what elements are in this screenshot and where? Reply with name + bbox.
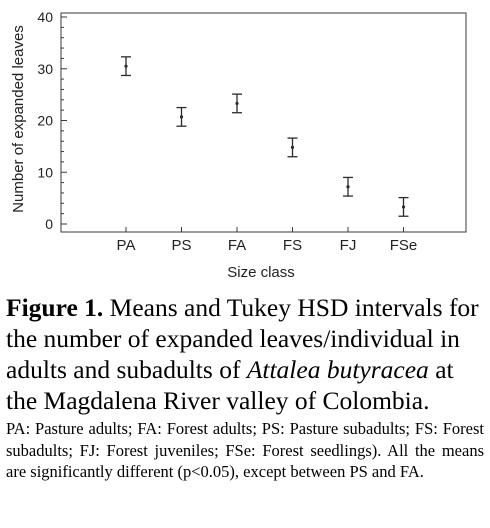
mean-point [346,185,349,188]
interval-pa [121,57,131,76]
figure-label: Figure 1. [6,293,104,322]
x-tick-label: PA [116,237,136,254]
interval-fj [343,177,353,196]
y-axis-title: Number of expanded leaves [10,25,27,213]
interval-ps [177,108,187,127]
caption-main [6,292,484,416]
mean-point [402,205,405,208]
figure-caption [6,292,484,483]
y-axis [37,9,67,232]
mean-point [124,65,127,68]
interval-fse [399,198,409,217]
y-tick-label: 20 [37,112,53,129]
interval-fa [232,94,242,113]
mean-point [180,115,183,118]
y-tick-label: 10 [37,164,53,181]
interval-marks [121,57,409,216]
y-tick-label: 0 [45,216,53,232]
mean-point [291,146,294,149]
x-tick-label: FA [227,237,247,254]
x-tick-label: PS [171,237,192,254]
x-axis [117,227,418,254]
x-tick-label: FS [282,237,303,254]
interval-fs [288,138,298,157]
mean-point [235,102,238,105]
x-tick-label: FSe [389,237,418,254]
caption-note: PA: Pasture adults; FA: Forest adults; PS: Pasture subadults; FS: Forest subadults; FJ: Forest juveniles; FSe: Forest seedlings). All the means are significantly different (p<0.05), except between PS and FA. [6,419,484,481]
y-tick-label: 40 [37,9,53,25]
x-axis-title: Size class [227,264,295,281]
caption-text-part1: Means and Tukey HSD intervals for the number of expanded leaves/individual in adults and subadults of [6,293,479,384]
x-tick-label: FJ [339,237,357,254]
caption-text-part2: at the Magdalena River valley of Colombia. [6,355,454,415]
y-tick-label: 30 [37,60,53,77]
caption-species: Attalea butyracea [246,355,429,384]
plot-frame [61,13,466,232]
